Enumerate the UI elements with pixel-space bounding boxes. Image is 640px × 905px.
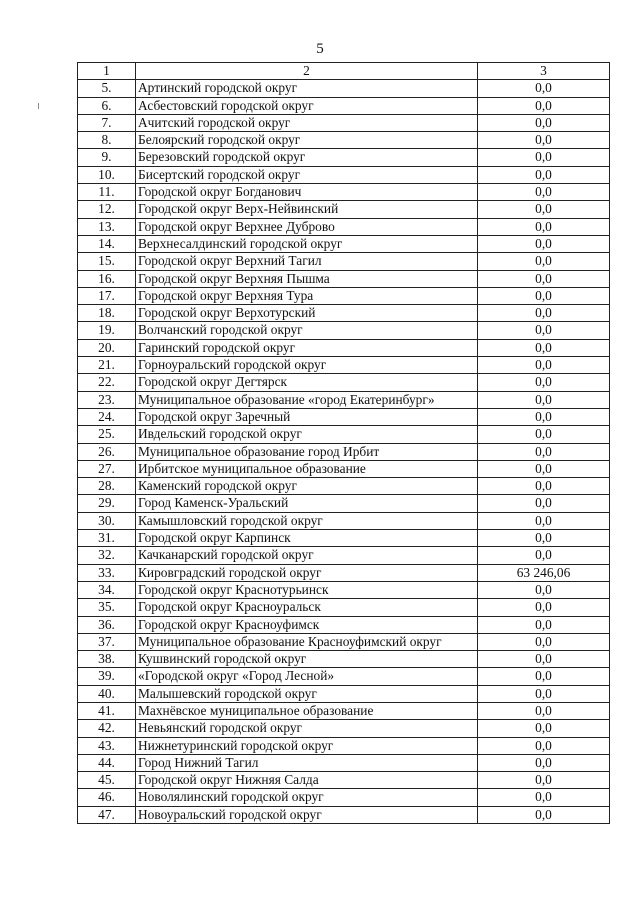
municipality-name: Новоуральский городской округ [136,806,478,823]
municipality-name: Махнёвское муниципальное образование [136,702,478,719]
municipality-name: Нижнетуринский городской округ [136,737,478,754]
table-row [78,184,610,201]
table-row [78,478,610,495]
amount-value: 0,0 [478,806,610,823]
municipality-name: Городской округ Дегтярск [136,374,478,391]
amount-value: 0,0 [478,668,610,685]
municipality-name: Новолялинский городской округ [136,789,478,806]
amount-value: 0,0 [478,357,610,374]
row-number: 12. [78,201,136,218]
amount-value: 0,0 [478,754,610,771]
municipality-name: Волчанский городской округ [136,322,478,339]
municipality-name: Ирбитское муниципальное образование [136,460,478,477]
row-number: 30. [78,512,136,529]
row-number: 36. [78,616,136,633]
table-body [78,63,610,824]
municipality-name: Муниципальное образование «город Екатеринбург» [136,391,478,408]
table-row [78,564,610,581]
municipality-name: Белоярский городской округ [136,132,478,149]
row-number: 10. [78,166,136,183]
table-row [78,357,610,374]
row-number: 40. [78,685,136,702]
table-row [78,633,610,650]
amount-value: 0,0 [478,322,610,339]
table-row [78,806,610,823]
row-number: 15. [78,253,136,270]
amount-value: 0,0 [478,616,610,633]
table-row [78,599,610,616]
table-row [78,720,610,737]
row-number: 8. [78,132,136,149]
amount-value: 0,0 [478,184,610,201]
table-row [78,391,610,408]
table-row [78,495,610,512]
amount-value: 0,0 [478,633,610,650]
amount-value: 0,0 [478,599,610,616]
municipality-name: Горноуральский городской округ [136,357,478,374]
amount-value: 0,0 [478,495,610,512]
municipality-name: Городской округ Красноуральск [136,599,478,616]
row-number: 33. [78,564,136,581]
municipality-name: Городской округ Красноуфимск [136,616,478,633]
row-number: 20. [78,339,136,356]
row-number: 5. [78,80,136,97]
amount-value: 0,0 [478,305,610,322]
row-number: 13. [78,218,136,235]
municipality-name: Городской округ Верхотурский [136,305,478,322]
row-number: 26. [78,443,136,460]
municipality-name: Артинский городской округ [136,80,478,97]
table-row [78,374,610,391]
table-row [78,685,610,702]
table-row [78,702,610,719]
table-row [78,305,610,322]
row-number: 31. [78,530,136,547]
municipality-name: Малышевский городской округ [136,685,478,702]
table-row [78,218,610,235]
municipality-name: Город Каменск-Уральский [136,495,478,512]
amount-value: 0,0 [478,218,610,235]
amount-value: 0,0 [478,789,610,806]
municipality-name: Ачитский городской округ [136,114,478,131]
margin-mark [38,103,39,109]
amount-value: 0,0 [478,201,610,218]
municipality-name: Ивдельский городской округ [136,426,478,443]
row-number: 17. [78,287,136,304]
municipality-name: Камышловский городской округ [136,512,478,529]
amount-value: 0,0 [478,80,610,97]
table-header-row [78,63,610,80]
row-number: 14. [78,235,136,252]
municipality-name: Городской округ Верх-Нейвинский [136,201,478,218]
municipality-name: Город Нижний Тагил [136,754,478,771]
row-number: 16. [78,270,136,287]
amount-value: 0,0 [478,702,610,719]
municipality-name: Городской округ Верхняя Пышма [136,270,478,287]
amount-value: 0,0 [478,512,610,529]
municipality-name: Городской округ Верхняя Тура [136,287,478,304]
amount-value: 0,0 [478,772,610,789]
row-number: 25. [78,426,136,443]
row-number: 35. [78,599,136,616]
municipality-name: «Городской округ «Город Лесной» [136,668,478,685]
row-number: 18. [78,305,136,322]
row-number: 37. [78,633,136,650]
municipality-name: Бисертский городской округ [136,166,478,183]
column-header-name: 2 [136,63,478,80]
amount-value: 0,0 [478,581,610,598]
municipality-name: Муниципальное образование город Ирбит [136,443,478,460]
amount-value: 0,0 [478,685,610,702]
amount-value: 0,0 [478,547,610,564]
table-row [78,651,610,668]
municipality-name: Гаринский городской округ [136,339,478,356]
row-number: 29. [78,495,136,512]
table-row [78,616,610,633]
table-row [78,80,610,97]
table-row [78,253,610,270]
amount-value: 0,0 [478,374,610,391]
table-row [78,426,610,443]
row-number: 19. [78,322,136,339]
table-row [78,132,610,149]
amount-value: 0,0 [478,149,610,166]
table-row [78,114,610,131]
budget-table [77,62,610,824]
row-number: 32. [78,547,136,564]
amount-value: 0,0 [478,391,610,408]
table-row [78,270,610,287]
table-row [78,530,610,547]
row-number: 23. [78,391,136,408]
municipality-name: Городской округ Верхнее Дуброво [136,218,478,235]
municipality-name: Качканарский городской округ [136,547,478,564]
municipality-name: Городской округ Нижняя Салда [136,772,478,789]
row-number: 34. [78,581,136,598]
table-row [78,754,610,771]
table-row [78,201,610,218]
municipality-name: Городской округ Карпинск [136,530,478,547]
table-row [78,581,610,598]
row-number: 9. [78,149,136,166]
table-row [78,789,610,806]
municipality-name: Городской округ Краснотурьинск [136,581,478,598]
municipality-name: Городской округ Верхний Тагил [136,253,478,270]
amount-value: 0,0 [478,408,610,425]
table-row [78,166,610,183]
row-number: 11. [78,184,136,201]
amount-value: 0,0 [478,426,610,443]
row-number: 42. [78,720,136,737]
row-number: 7. [78,114,136,131]
amount-value: 0,0 [478,460,610,477]
amount-value: 0,0 [478,443,610,460]
table-row [78,772,610,789]
amount-value: 0,0 [478,166,610,183]
page-number: 5 [316,41,324,57]
row-number: 22. [78,374,136,391]
table-row [78,512,610,529]
row-number: 41. [78,702,136,719]
amount-value: 0,0 [478,235,610,252]
row-number: 44. [78,754,136,771]
municipality-name: Муниципальное образование Красноуфимский округ [136,633,478,650]
table-row [78,668,610,685]
amount-value: 0,0 [478,530,610,547]
column-header-number: 1 [78,63,136,80]
row-number: 27. [78,460,136,477]
municipality-name: Кировградский городской округ [136,564,478,581]
table-row [78,149,610,166]
amount-value: 0,0 [478,287,610,304]
table-row [78,408,610,425]
municipality-name: Березовский городской округ [136,149,478,166]
row-number: 24. [78,408,136,425]
amount-value: 0,0 [478,97,610,114]
municipality-name: Верхнесалдинский городской округ [136,235,478,252]
row-number: 47. [78,806,136,823]
table-row [78,737,610,754]
table-row [78,443,610,460]
amount-value: 0,0 [478,114,610,131]
table-row [78,547,610,564]
amount-value: 0,0 [478,339,610,356]
row-number: 21. [78,357,136,374]
amount-value: 0,0 [478,253,610,270]
amount-value: 0,0 [478,270,610,287]
table-row [78,235,610,252]
amount-value: 0,0 [478,737,610,754]
amount-value: 0,0 [478,720,610,737]
column-header-value: 3 [478,63,610,80]
row-number: 39. [78,668,136,685]
table-row [78,339,610,356]
amount-value: 0,0 [478,132,610,149]
municipality-name: Городской округ Заречный [136,408,478,425]
amount-value: 0,0 [478,478,610,495]
table-row [78,287,610,304]
row-number: 6. [78,97,136,114]
row-number: 28. [78,478,136,495]
row-number: 45. [78,772,136,789]
municipality-name: Каменский городской округ [136,478,478,495]
municipality-name: Кушвинский городской округ [136,651,478,668]
table-row [78,322,610,339]
table-row [78,97,610,114]
municipality-name: Городской округ Богданович [136,184,478,201]
municipality-name: Невьянский городской округ [136,720,478,737]
row-number: 38. [78,651,136,668]
row-number: 46. [78,789,136,806]
row-number: 43. [78,737,136,754]
amount-value: 63 246,06 [478,564,610,581]
table-row [78,460,610,477]
municipality-name: Асбестовский городской округ [136,97,478,114]
amount-value: 0,0 [478,651,610,668]
